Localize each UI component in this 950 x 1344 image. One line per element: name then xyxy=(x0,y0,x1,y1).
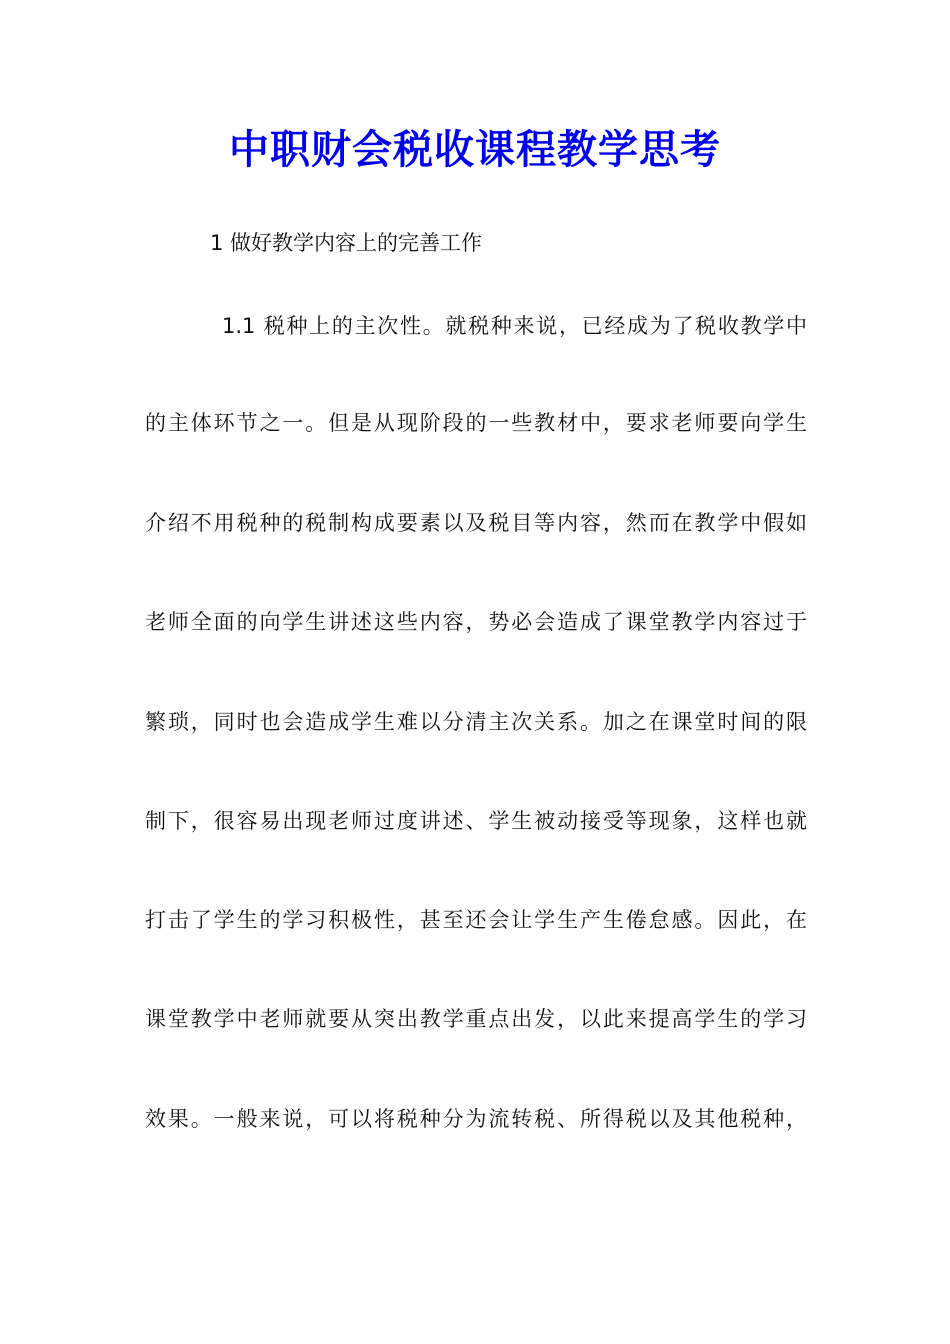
paragraph-line-5: 繁琐，同时也会造成学生难以分清主次关系。加之在课堂时间的限 xyxy=(145,710,807,734)
document-title: 中职财会税收课程教学思考 xyxy=(229,126,721,173)
paragraph-line-7: 打击了学生的学习积极性，甚至还会让学生产生倦怠感。因此，在 xyxy=(145,908,807,932)
paragraph-line-9: 效果。一般来说，可以将税种分为流转税、所得税以及其他税种， xyxy=(145,1107,807,1131)
paragraph-line-4: 老师全面的向学生讲述这些内容，势必会造成了课堂教学内容过于 xyxy=(145,610,807,634)
paragraph-line-3: 介绍不用税种的税制构成要素以及税目等内容，然而在教学中假如 xyxy=(145,511,807,535)
paragraph-line-2: 的主体环节之一。但是从现阶段的一些教材中，要求老师要向学生 xyxy=(145,411,807,435)
paragraph-line-1: 1.1 税种上的主次性。就税种来说，已经成为了税收教学中 xyxy=(222,314,807,338)
section-heading: 1 做好教学内容上的完善工作 xyxy=(210,231,483,255)
paragraph-line-8: 课堂教学中老师就要从突出教学重点出发，以此来提高学生的学习 xyxy=(145,1007,807,1031)
paragraph-line-6: 制下，很容易出现老师过度讲述、学生被动接受等现象，这样也就 xyxy=(145,809,807,833)
